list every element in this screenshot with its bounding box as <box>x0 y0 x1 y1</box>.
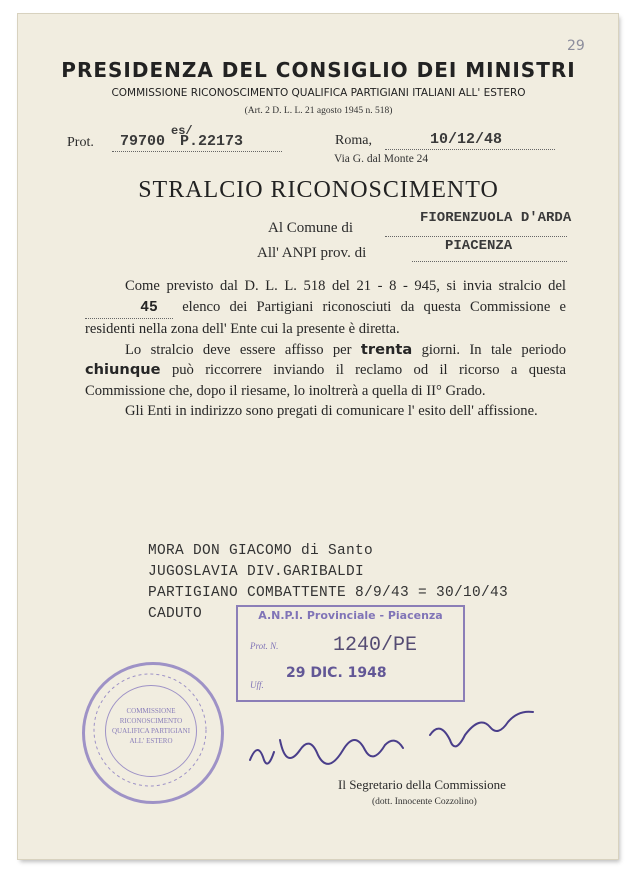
body-text <box>85 276 566 422</box>
seal-text: COMMISSIONE RICONOSCIMENTO QUALIFICA PARTIGIANI ALL' ESTERO <box>111 707 191 745</box>
city-label: Roma, <box>335 133 372 148</box>
paragraph-3: Gli Enti in indirizzo sono pregati di comunicare l' esito dell' affissione. <box>125 403 538 419</box>
p1-text-b: elenco dei Partigiani riconosciuti da questa Commissione e residenti nella zona dell' Ente cui la presente è diretta. <box>85 298 566 337</box>
signature-role: Il Segretario della Commissione <box>338 777 506 792</box>
commission-subheading: COMMISSIONE RICONOSCIMENTO QUALIFICA PARTIGIANI ITALIANI ALL' ESTERO <box>111 87 526 99</box>
date-value: 10/12/48 <box>430 131 503 148</box>
record-line-1: MORA DON GIACOMO di Santo <box>148 543 374 559</box>
prot-number: 79700 <box>120 133 166 150</box>
record-line-3: PARTIGIANO COMBATTENTE 8/9/43 = 30/10/43 <box>148 585 509 601</box>
handwritten-signature <box>240 700 570 785</box>
stamp-prot-abbr: Prot. N. <box>250 641 279 651</box>
paragraph-1 <box>85 276 566 340</box>
comune-label: Al Comune di <box>268 220 353 236</box>
signature-name: (dott. Innocente Cozzolino) <box>372 797 477 807</box>
prot-dotline <box>112 151 282 152</box>
comune-dotline <box>385 236 567 237</box>
prot-label: Prot. <box>67 135 94 150</box>
prot-suffix: P.22173 <box>180 133 244 150</box>
p2-bold-trenta: trenta <box>360 340 413 358</box>
list-number-fill: 45 <box>85 298 173 320</box>
anpi-dotline <box>412 261 567 262</box>
stamp-org: A.N.P.I. Provinciale - Piacenza <box>258 609 443 622</box>
official-seal <box>82 662 224 804</box>
law-reference: (Art. 2 D. L. L. 21 agosto 1945 n. 518) <box>244 106 393 116</box>
anpi-value: PIACENZA <box>445 238 513 254</box>
p1-text-a: Come previsto dal D. L. L. 518 del 21 - 8 - 945, si invia stralcio del <box>125 278 566 294</box>
date-dotline <box>385 149 555 150</box>
p2-bold-chiunque: chiunque <box>85 361 161 378</box>
prot-superscript: es/ <box>171 124 193 138</box>
p2-text-b: giorni. In tale periodo <box>421 341 566 358</box>
anpi-stamp <box>236 605 465 702</box>
p2-text-c: può riccorrere inviando il reclamo od il ricorso a questa Commissione che, dopo il riesame, lo inoltrerà a quella di II° Grado. <box>85 362 566 399</box>
record-line-2: JUGOSLAVIA DIV.GARIBALDI <box>148 564 365 580</box>
institution-heading: PRESIDENZA DEL CONSIGLIO DEI MINISTRI <box>61 58 576 82</box>
pencil-page-number: 29 <box>567 38 585 54</box>
comune-value: FIORENZUOLA D'ARDA <box>420 210 572 226</box>
paragraph-2 <box>85 340 566 402</box>
record-line-4: CADUTO <box>148 606 203 622</box>
stamp-date: 29 DIC. 1948 <box>286 665 387 681</box>
seal-inner-ring <box>105 685 197 777</box>
document-title: STRALCIO RICONOSCIMENTO <box>138 177 499 203</box>
address-line: Via G. dal Monte 24 <box>334 153 429 165</box>
p2-text-a: Lo stralcio deve essere affisso per <box>125 341 352 358</box>
stamp-number: 1240/PE <box>333 634 418 657</box>
stamp-uff: Uff. <box>250 680 264 690</box>
anpi-label: All' ANPI prov. di <box>257 245 367 261</box>
